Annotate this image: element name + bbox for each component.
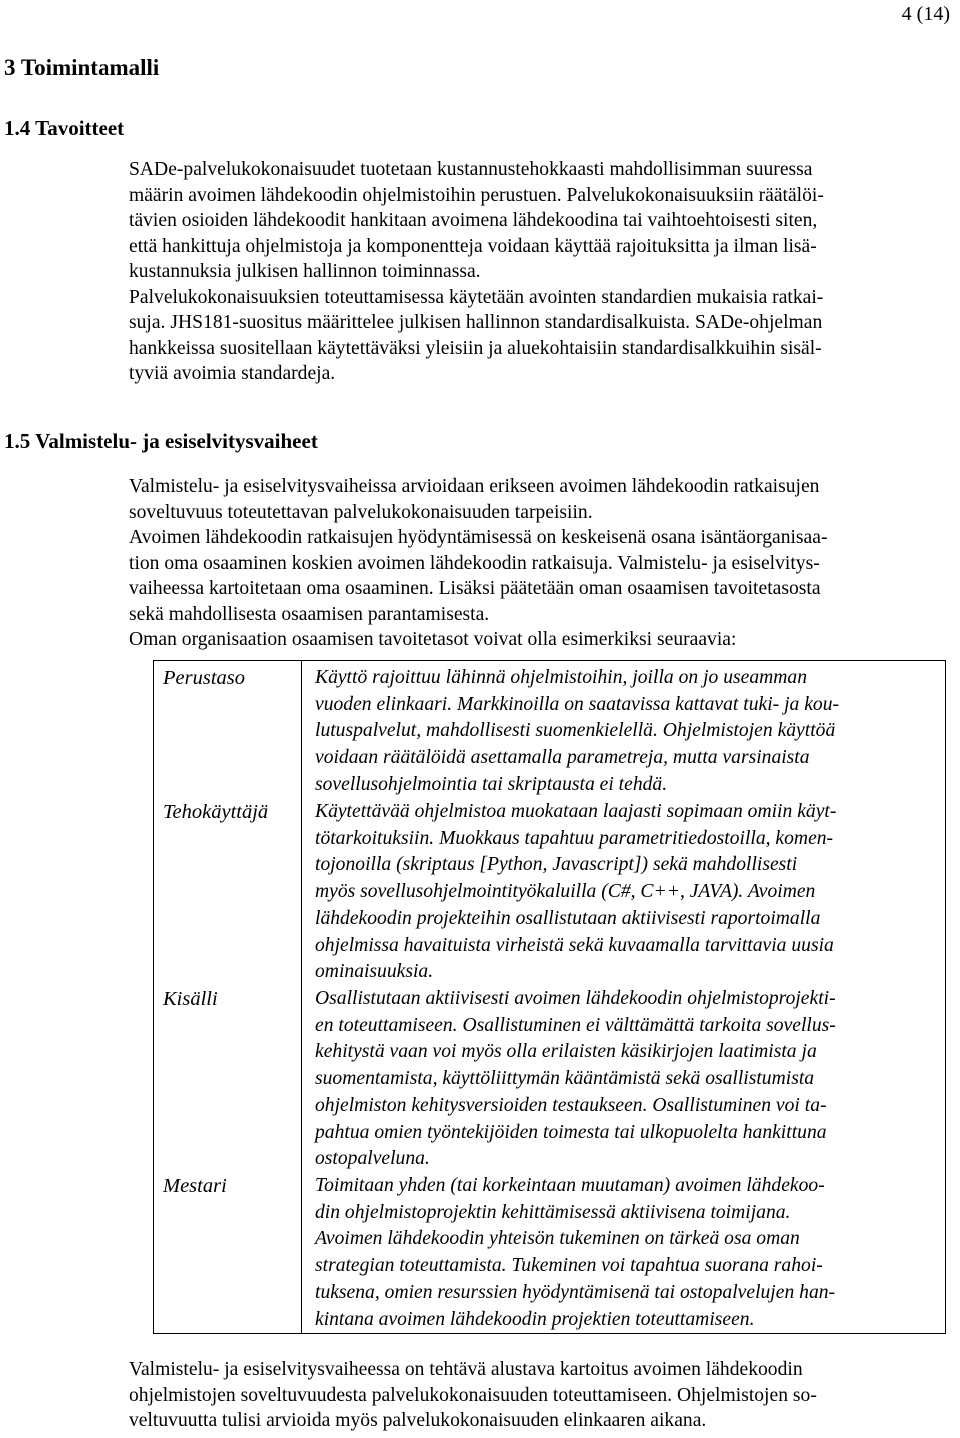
text-line: Valmistelu- ja esiselvitysvaiheessa on tehtävä alustava kartoitus avoimen lähdekoodin [129, 1359, 803, 1380]
text-line: din ohjelmistoprojektin kehittämisessä aktiivisena toimijana. [315, 1201, 791, 1223]
text-line: strategian toteuttamista. Tukeminen voi tapahtua suorana rahoi- [315, 1255, 823, 1277]
text-line: määrin avoimen lähdekoodin ohjelmistoihin perustuen. Palvelukokonaisuuksiin räätälöi- [129, 184, 824, 206]
section-1-4-heading: 1.4 Tavoitteet [4, 116, 125, 140]
text-line: kehitystä vaan voi myös olla erilaisten käsikirjojen laatimista ja [315, 1041, 817, 1063]
text-line: suomentamista, käyttöliittymän kääntämistä sekä osallistumista [315, 1068, 815, 1090]
column-divider [301, 661, 302, 1333]
level-name: Perustaso [163, 667, 245, 689]
chapter-heading: 3 Toimintamalli [4, 55, 160, 80]
level-description [315, 799, 836, 986]
text-line: Käytettävää ohjelmistoa muokataan laajasti sopimaan omiin käyt- [315, 801, 837, 822]
text-line: SADe-palvelukokonaisuudet tuotetaan kustannustehokkaasti mahdollisimman suuressa [129, 159, 813, 180]
text-line: Osallistutaan aktiivisesti avoimen lähdekoodin ohjelmistoprojekti- [315, 988, 836, 1009]
text-line: ostopalveluna. [315, 1148, 430, 1170]
text-line: en toteuttamiseen. Osallistuminen ei välttämättä tarkoita sovellus- [315, 1014, 836, 1036]
text-line: tuksena, omien resurssien hyödyntämisenä tai ostopalvelujen han- [315, 1281, 836, 1303]
text-line: voidaan räätälöidä asettamalla parametreja, mutta varsinaista [315, 747, 810, 769]
section-1-5-heading: 1.5 Valmistelu- ja esiselvitysvaiheet [4, 429, 318, 453]
text-line: vaiheessa kartoitetaan oma osaaminen. Lisäksi päätetään oman osaamisen tavoitetasosta [129, 578, 821, 599]
text-line: Palvelukokonaisuuksien toteuttamisessa käytetään avointen standardien mukaisia ratkai- [129, 286, 824, 308]
text-line: Valmistelu- ja esiselvitysvaiheissa arvioidaan erikseen avoimen lähdekoodin ratkaisujen [129, 476, 820, 497]
page-number: 4 (14) [901, 3, 950, 25]
text-line: myös sovellusohjelmointityökaluilla (C#, C++, JAVA). Avoimen [315, 881, 816, 903]
level-name: Kisälli [163, 988, 218, 1010]
text-line: kustannuksia julkisen hallinnon toiminnassa. [129, 261, 481, 282]
level-description [315, 665, 839, 799]
text-line: että hankittuja ohjelmistoja ja komponentteja voidaan käyttää rajoituksitta ja ilman lisä- [129, 235, 817, 257]
text-line: Käyttö rajoittuu lähinnä ohjelmistoihin, joilla on jo useamman [315, 667, 808, 688]
level-description [315, 1173, 835, 1333]
closing-paragraph [129, 1357, 817, 1434]
text-line: Avoimen lähdekoodin ratkaisujen hyödyntämisessä on keskeisenä osana isäntäorganisaa- [129, 527, 828, 548]
text-line: tion oma osaaminen koskien avoimen lähdekoodin ratkaisuja. Valmistelu- ja esiselvitys- [129, 552, 820, 574]
text-line: sovellusohjelmointia tai skriptausta ei tehdä. [315, 773, 668, 795]
text-line: ohjelmistojen soveltuvuudesta palvelukokonaisuuden toteuttamiseen. Ohjelmistojen so- [129, 1384, 817, 1406]
text-line: soveltuvuus toteutettavan palvelukokonaisuuden tarpeisiin. [129, 501, 593, 523]
text-line: tötarkoituksiin. Muokkaus tapahtuu parametritiedostoilla, komen- [315, 827, 834, 849]
text-line: ominaisuuksia. [315, 961, 434, 983]
text-line: pahtua omien työntekijöiden toimesta tai ulkopuolelta hankittuna [315, 1121, 827, 1143]
text-line: Avoimen lähdekoodin yhteisön tukeminen on tärkeä osa oman [315, 1228, 800, 1250]
text-line: vuoden elinkaari. Markkinoilla on saatavissa kattavat tuki- ja kou- [315, 693, 840, 715]
text-line: suja. JHS181-suositus määrittelee julkisen hallinnon standardisalkuista. SADe-ohjelman [129, 312, 823, 333]
text-line: tyviä avoimia standardeja. [129, 363, 336, 384]
text-line: tojonoilla (skriptaus [Python, Javascript]) sekä mahdollisesti [315, 854, 798, 876]
text-line: lutuspalvelut, mahdollisesti suomenkielellä. Ohjelmistojen käyttöä [315, 720, 836, 742]
text-line: tävien osioiden lähdekoodit hankitaan avoimena lähdekoodina tai vaihtoehtoisesti siten, [129, 210, 818, 231]
text-line: Oman organisaation osaamisen tavoitetasot voivat olla esimerkiksi seuraavia: [129, 629, 737, 650]
competence-levels-table [153, 660, 946, 1334]
text-line: sekä mahdollisesta osaamisen parantamisesta. [129, 603, 490, 625]
section-1-5-paragraph [129, 474, 827, 653]
level-description [315, 986, 836, 1173]
text-line: veltuvuutta tulisi arvioida myös palvelukokonaisuuden elinkaaren aikana. [129, 1410, 707, 1431]
text-line: lähdekoodin projekteihin osallistutaan aktiivisesti raportoimalla [315, 907, 821, 929]
section-1-4-paragraph [129, 157, 824, 387]
level-name: Tehokäyttäjä [163, 801, 269, 823]
text-line: kintana avoimen lähdekoodin projektien toteuttamiseen. [315, 1308, 755, 1330]
text-line: hankkeissa suositellaan käytettäväksi yleisiin ja aluekohtaisiin standardisalkkuihin sisäl- [129, 337, 822, 359]
text-line: ohjelmissa havaituista virheistä sekä kuvaamalla tarvittavia uusia [315, 934, 834, 956]
text-line: ohjelmiston kehitysversioiden testaukseen. Osallistuminen voi ta- [315, 1094, 827, 1116]
level-name: Mestari [163, 1175, 227, 1197]
text-line: Toimitaan yhden (tai korkeintaan muutaman) avoimen lähdekoo- [315, 1175, 825, 1196]
